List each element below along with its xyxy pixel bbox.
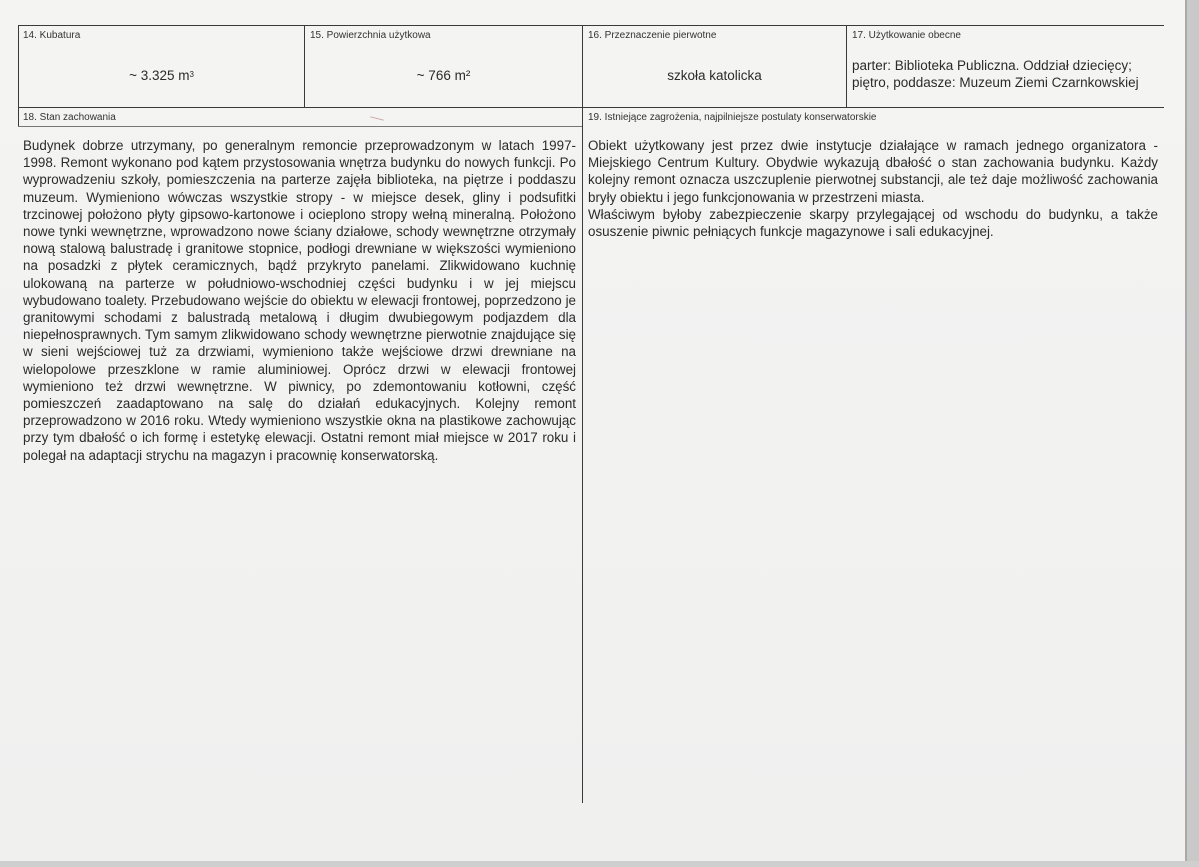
section-label-rule-left	[18, 126, 582, 127]
section-18-paragraph: Budynek dobrze utrzymany, po generalnym remoncie przeprowadzonym w latach 1997-1998. Remont wykonano pod kątem przystosowania wnętrza budynku do nowych funkcji. Po wyprowadzeniu szkoły, pomieszczenia na parterze zajęła biblioteka, na piętrze i poddaszu muzeum. Wymieniono wówczas wszystkie stropy - w miejsce desek, gliny i podsufitki trzcinowej położono płyty gipsowo-kartonowe i ocieplono stropy wełną mineralną. Położono nowe tynki wewnętrzne, wprowadzono nowe ściany działowe, schody wewnętrzne otrzymały nową stalową balustradę i granitowe stopnice, podłogi drewniane w większości wymieniono na posadzki z płytek ceramicznych, bądź przykryto panelami. Zlikwidowano kuchnię ulokowaną na parterze w południowo-wschodniej części budynku i w jej miejscu wybudowano toalety. Przebudowano wejście do obiektu w elewacji frontowej, poprzedzono je granitowymi schodami z balustradą metalową i długim dwubiegowym podjazdem dla niepełnosprawnych. Tym samym zlikwidowano schody wewnętrzne pierwotnie znajdujące się w sieni wejściowej tuż za drzwiami, wymieniono także wejściowe drzwi drewniane na wielopolowe przeszklone w ramie aluminiowej. Oprócz drzwi w elewacji frontowej wymieniono też drzwi wewnętrzne. W piwnicy, po zdemontowaniu kotłowni, część pomieszczeń zaadaptowano na salę do działań edukacyjnych. Kolejny remont przeprowadzono w 2016 roku. Wtedy wymieniono wszystkie okna na plastikowe zachowując przy tym dbałość o ich formę i estetykę elewacji. Ostatni remont miał miejsce w 2017 roku i polegał na adaptacji strychu na magazyn i pracownię konserwatorską.	[23, 138, 576, 463]
section-19-text	[588, 137, 1158, 240]
section-18-label: 18. Stan zachowania	[23, 112, 116, 123]
cell-14-label: 14. Kubatura	[23, 30, 81, 41]
header-row-bottom-rule	[18, 107, 1164, 108]
section-19-paragraph-1: Obiekt użytkowany jest przez dwie instytucje działające w ramach jednego organizatora - Miejskiego Centrum Kultury. Obydwie wykazują dbałość o stan zachowania budynku. Każdy kolejny remont oznacza uszczuplenie pierwotnej substancji, ale też daje możliwość zachowania bryły obiektu i jego funkcjonowania w przestrzeni miasta.	[588, 138, 1158, 205]
cell-16-value: szkoła katolicka	[667, 67, 762, 83]
cell-15-value: ~ 766 m²	[416, 67, 471, 83]
cell-14-value: ~ 3.325 m 3	[129, 67, 194, 83]
scan-edge-right	[1185, 0, 1199, 867]
section-19-label: 19. Istniejące zagrożenia, najpilniejsze postulaty konserwatorskie	[588, 112, 877, 123]
cell-16-label: 16. Przeznaczenie pierwotne	[588, 30, 717, 41]
cell-17-value: parter: Biblioteka Publiczna. Oddział dziecięcy; piętro, poddasze: Muzeum Ziemi Czarnkowskiej	[852, 58, 1139, 90]
cell-15-label: 15. Powierzchnia użytkowa	[310, 30, 431, 41]
section-18-text	[23, 137, 576, 464]
header-divider-4	[846, 25, 847, 107]
left-border	[18, 107, 19, 127]
cell-17-label: 17. Użytkowanie obecne	[852, 30, 961, 41]
scan-edge-bottom	[0, 861, 1199, 867]
section-19-paragraph-2: Właściwym byłoby zabezpieczenie skarpy przylegającej od wschodu do budynku, a także osuszenie piwnic pełniących funkcje magazynowe i sali edukacyjnej.	[588, 206, 1158, 240]
section-divider	[582, 107, 583, 803]
pen-mark	[370, 116, 384, 120]
top-rule	[18, 25, 1164, 26]
